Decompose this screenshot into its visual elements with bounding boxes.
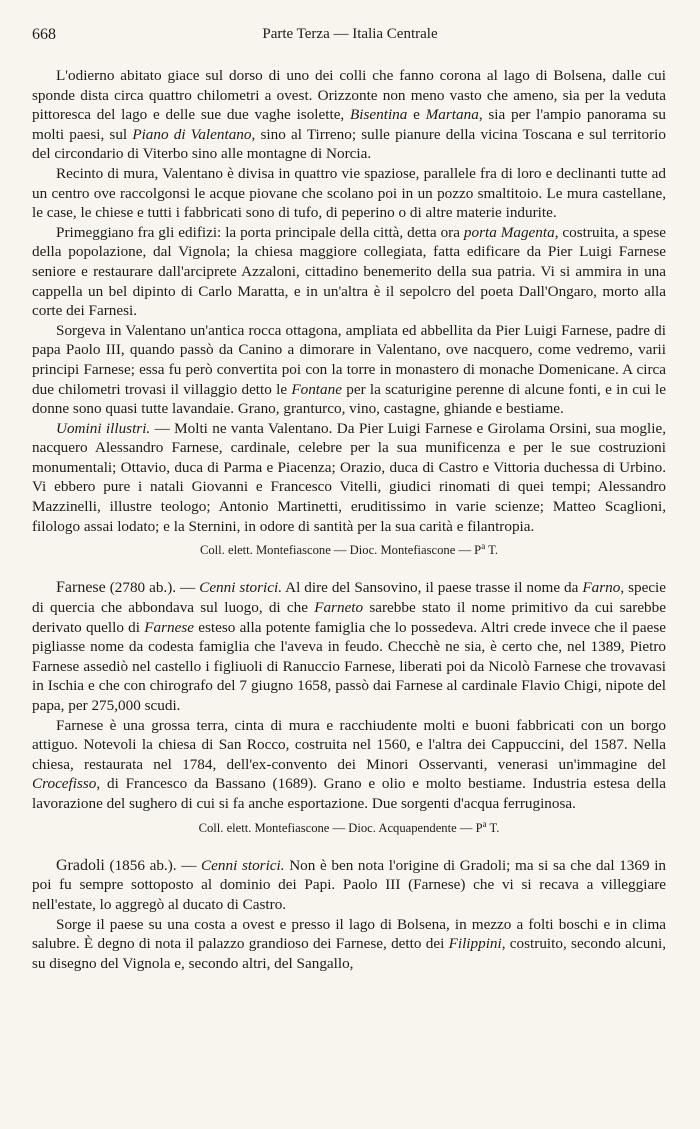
electoral-note: [32, 816, 666, 836]
paragraph: [32, 915, 666, 974]
page-number: 668: [32, 26, 56, 43]
text-run: per la scaturigine perenne di alcune fonti, e in cui le donne sono quasi tutte lavandaie. Grano, granturco, vino, castagne, ghiande e bestiame.: [32, 380, 666, 418]
note-superscript: a: [481, 541, 486, 552]
paragraph: [32, 419, 666, 537]
italic-text: Farnese: [144, 618, 194, 636]
italic-text: Cenni storici.: [201, 856, 285, 874]
text-run: esteso alla potente famiglia che lo possedeva. Altri crede invece che il paese pigliasse nome da codesta famiglia che l'aveva in feudo. Checchè ne sia, è certo che, nel 1389, Pietro Farnese assediò nel castello i figliuoli di Ranuccio Farnese, liberati poi da Nicolò Farnese che trovavasi in Ischia e che con chirografo del 7 giugno 1658, passò dai Farnese al cardinale Flavio Chigi, nipote del papa, per 275,000 scudi.: [32, 618, 666, 714]
text-run: Recinto di mura, Valentano è divisa in quattro vie spaziose, parallele fra di loro e declinanti tutte ad un centro ove raccolgonsi le acque piovane che scolano poi in un pozzo smaltitoio. Le mura castellane, le case, le chiese e tutti i fabbricati sono di tufo, di peperino o di altre materie indurite.: [32, 164, 666, 222]
text-run: e: [407, 106, 426, 124]
italic-text: Cenni storici.: [199, 579, 283, 597]
text-run: Primeggiano fra gli edifizi: la porta principale della città, detta ora: [56, 223, 464, 241]
paragraph: [32, 164, 666, 223]
paragraph: [32, 223, 666, 321]
italic-text: Piano di Valentano: [132, 125, 252, 143]
text-run: , costruita, a spese della popolazione, dal Vignola; la chiesa maggiore collegiata, fatta edificare da Pier Luigi Farnese seniore e restaurare dall'arciprete Azzaloni, cittadino benemerito della sua patria. Vi si ammira in una cappella un bel dipinto di Carlo Maratta, e in un'altra è il sepolcro del poeta Dall'Ongaro, morto alla corte dei Farnesi.: [32, 223, 667, 320]
page-header: [32, 26, 668, 50]
text-run: (2780 ab.). —: [105, 579, 200, 597]
text-run: Sorge il paese su una costa a ovest e presso il lago di Bolsena, in mezzo a folti boschi e in clima salubre. È degno di nota il palazzo grandioso dei Farnese, detto dei: [32, 915, 666, 953]
text-run: , sia per l'ampio panorama su molti paesi, sul: [32, 106, 667, 143]
text-run: , di Francesco da Bassano (1689). Grano e olio e molto bestiame. Industria estesa della lavorazione del sughero di cui si fa anche esportazione. Due sorgenti d'acqua ferruginosa.: [32, 775, 666, 812]
text-run: Sorgeva in Valentano un'antica rocca ottagona, ampliata ed abbellita da Pier Luigi Farnese, padre di papa Paolo III, quando passò da Canino a dimorare in Valentano, ove nacquero, come vedremo, varii principi Farnese; essa fu però convertita poi con la torre in monastero di monache Domenicane. A circa due chilometri trovasi il villaggio detto le: [32, 321, 666, 398]
electoral-note: [32, 538, 666, 558]
text-run: Non è ben nota l'origine di Gradoli; ma si sa che dal 1369 in poi fu sempre sottoposto al dominio dei Papi. Paolo III (Farnese) che vi si recava a villeggiare nell'estate, lo aggregò al ducato di Castro.: [32, 856, 667, 913]
note-superscript: a: [482, 818, 487, 829]
paragraph: [32, 716, 666, 814]
italic-text: Filippini: [448, 935, 502, 953]
italic-text: Crocefisso: [32, 775, 97, 793]
text-run: , sino al Tirreno; sulle pianure della vicina Toscana e sul territorio del circondario di Viterbo sino alle montagne di Norcia.: [32, 125, 666, 163]
text-run: Farnese è una grossa terra, cinta di mura e racchiudente molti e buoni fabbricati con un borgo attiguo. Notevoli la chiesa di San Rocco, costruita nel 1560, e l'altra dei Cappuccini, del 1587. Nella chiesa, restaurata nel 1784, dell'ex-convento dei Minori Osservanti, venerasi un'immagine del: [32, 716, 666, 773]
note-end: T.: [486, 820, 500, 835]
paragraph: [32, 856, 666, 915]
paragraph: [32, 578, 666, 715]
text-run: , costruito, secondo alcuni, su disegno del Vignola e, secondo altri, del Sangallo,: [32, 935, 666, 972]
note-end: T.: [485, 543, 499, 558]
paragraph: [32, 66, 666, 164]
note-text: Coll. elett. Montefiascone — Dioc. Acquapendente — P: [198, 820, 483, 835]
italic-text: Farneto: [314, 599, 364, 617]
paragraph: [32, 321, 666, 419]
italic-text: Uomini illustri.: [56, 419, 151, 437]
text-run: (1856 ab.). —: [104, 856, 202, 874]
italic-text: porta Magenta: [463, 223, 555, 241]
page-body: [32, 66, 666, 973]
text-run: Al dire del Sansovino, il paese trasse il nome da: [282, 579, 583, 597]
note-text: Coll. elett. Montefiascone — Dioc. Montefiascone — P: [199, 543, 482, 558]
text-run: — Molti ne vanta Valentano. Da Pier Luigi Farnese e Girolama Orsini, sua moglie, nacquero Alessandro Farnese, cardinale, celebre per la sua munificenza e per le sue costruzioni monumentali; Ottavio, duca di Parma e Piacenza; Orazio, duca di Castro e Vittoria duchessa di Urbino. Vi ebbero pure i natali Giovanni e Francesco Vitelli, giudici rinomati di quei tempi; Alessandro Mazzinelli, illustre teologo; Antonio Martinetti, eruditissimo in varie scienze; Matteo Scaglioni, filologo assai lodato; e la Sternini, in odore di santità per la sua carità e filantropia.: [32, 419, 667, 535]
running-title: Parte Terza — Italia Centrale: [262, 26, 438, 42]
entry-title: Gradoli: [56, 856, 105, 874]
italic-text: Fontane: [291, 380, 342, 398]
text-run: sarebbe stato il nome primitivo da cui sarebbe derivato quello di: [32, 599, 666, 636]
text-run: L'odierno abitato giace sul dorso di uno dei colli che fanno corona al lago di Bolsena, dalle cui sponde dista circa quattro chilometri a ovest. Orizzonte non meno vasto che ameno, sia per la veduta pittoresca del lago e delle sue due vaghe isolette,: [32, 67, 666, 124]
italic-text: Bisentina: [350, 106, 408, 124]
text-run: , specie di quercia che abbondava sul luogo, di che: [32, 579, 667, 617]
italic-text: Martana: [425, 106, 479, 124]
italic-text: Farno: [582, 579, 621, 597]
entry-title: Farnese: [56, 579, 106, 597]
